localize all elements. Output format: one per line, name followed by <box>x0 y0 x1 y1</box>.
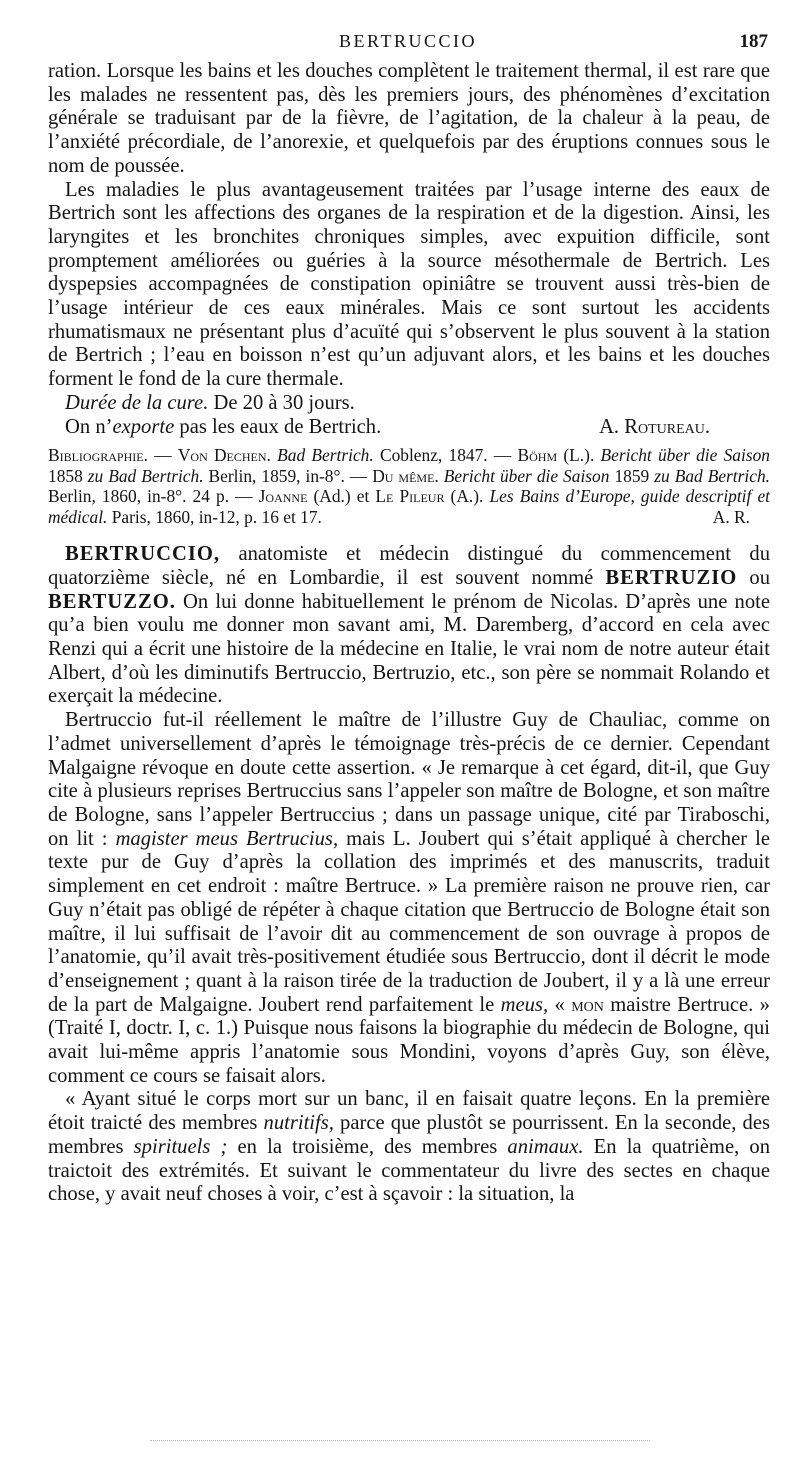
biblio-text: 1858 <box>48 465 88 486</box>
biblio-author: Joanne <box>258 486 308 507</box>
article-bertruccio <box>48 543 770 709</box>
export-post: pas les eaux de Bertrich. <box>174 415 382 438</box>
paragraph-maladies: Les maladies le plus avantageusement traitées par l’usage interne des eaux de Bertrich sont les affections des organes de la respiration et de la digestion. Ainsi, les laryngites et les bronchites chroniques simples, avec expuition difficile, sont promptement améliorées ou guéries à la source mésothermale de Bertrich. Les dyspepsies accompagnées de constipation opiniâtre se trouvent aussi très-bien de l’usage intérieur de ces eaux minérales. Mais ce sont surtout les accidents rhumatismaux ne présentant plus d’acuïté qui s’observent le plus souvent à la station de Bertrich ; l’eau en boisson n’est qu’un adjuvant alors, et les bains et les douches forment le fond de la cure thermale. <box>48 178 770 391</box>
biblio-author: Du même. <box>372 465 439 486</box>
paragraph-lecons <box>48 1088 770 1207</box>
biblio-text: Coblenz, 1847. — <box>373 445 518 466</box>
paragraph-duree <box>48 392 770 416</box>
paragraph-text: « <box>548 993 572 1016</box>
biblio-text: (L.). <box>557 445 601 466</box>
term-spirituels: spirituels ; <box>133 1135 228 1158</box>
export-row <box>48 416 770 440</box>
biblio-work: zu Bad Bertrich. <box>654 465 771 486</box>
export-pre: On n’ <box>65 415 113 438</box>
running-head: BERTRUCCIO <box>339 31 477 51</box>
headword-variant: BERTUZZO. <box>48 590 176 613</box>
term-animaux: animaux. <box>507 1135 584 1158</box>
bibliography <box>48 445 770 527</box>
biblio-work: zu Bad Bertrich. <box>87 465 204 486</box>
biblio-text: — <box>147 445 178 466</box>
biblio-text: Paris, 1860, in-12, p. 16 et 17. <box>107 506 322 527</box>
paragraph-text: Bertruccio fut-il réellement le maître de l’illustre Guy de Chauliac, comme on l’admet universellement d’après le témoignage très-précis de ce dernier. Cependant Malgaigne révoque en doute cette assertion. « Je remarque à cet égard, dit-il, que Guy cite à plusieurs reprises Bertruccius sans l’appeler son maître de Bologne, et son maître de Bologne, sans l’appeler Bertruccius ; dans un passage unique, cité par Tiraboschi, on lit : <box>48 709 770 850</box>
paragraph-text: maistre Bertruce. » (Traité I, doctr. I, c. 1.) Puisque nous faisons la biographie du médecin de Bologne, qui avait lui-même appris l’anatomie sous Mondini, voyons d’après Guy, son élève, comment ce cours se faisait alors. <box>48 993 770 1087</box>
biblio-text: (A.). <box>444 486 490 507</box>
paragraph-text: En la quatrième, on traictoit des extrémités. Et suivant le commentateur du livre des sectes en chaque chose, y avait neuf choses à voir, c’est à sçavoir : la situation, la <box>48 1135 770 1206</box>
article-text: On lui donne habituellement le prénom de Nicolas. D’après une note qu’a bien voulu me donner mon savant ami, M. Daremberg, d’accord en cela avec Renzi qui a écrit une histoire de la médecine en Italie, le vrai nom de notre auteur était Albert, d’où les diminutifs Bertruccio, Bertruzio, etc., son père se nommait Rolando et exerçait la médecine. <box>48 590 770 708</box>
biblio-text: 1859 <box>609 465 655 486</box>
paragraph-guy-de-chauliac <box>48 709 770 1088</box>
duree-text: De 20 à 30 jours. <box>208 391 355 414</box>
article-text: ou <box>737 566 770 589</box>
biblio-text: Berlin, 1860, in-8°. 24 p. — <box>48 486 259 507</box>
paragraph-text: parce que plustôt se pourrissent. En la seconde, des membres <box>48 1112 770 1158</box>
biblio-text: (Ad.) et <box>307 486 376 507</box>
page-number: 187 <box>739 31 768 52</box>
small-caps-word: mon <box>571 993 604 1016</box>
body-text <box>48 60 770 1207</box>
biblio-author: Von Dechen. <box>177 445 271 466</box>
biblio-work: Bad Bertrich. <box>277 445 374 466</box>
page-header <box>48 31 768 57</box>
paragraph-text: « Ayant situé le corps mort sur un banc, il en faisait quatre leçons. En la première étoit traicté des membres <box>48 1088 770 1135</box>
biblio-label: Bibliographie. <box>48 445 148 466</box>
author-signature: A. Rotureau. <box>599 415 710 438</box>
latin-word: meus, <box>500 993 549 1016</box>
biblio-work: Bericht über die Saison <box>600 445 770 466</box>
paragraph-text: mais L. Joubert qui s’était appliqué à chercher le texte pur de Guy d’après la collation des imprimés et des manuscrits, traduit simplement en cet endroit : maître Bertruce. » La première raison ne prouve rien, car Guy n’était pas obligé de répéter à chaque citation que Bertruccio de Bologne était son maître, il lui suffisait de l’avoir dit au commencement de son ouvrage à propos de l’anatomie, qu’il avait très-positivement étudiée sous Bertruccio, dont il décrit le mode d’enseignement ; quant à la raison tirée de la traduction de Joubert, il y a là une erreur de la part de Malgaigne. Joubert rend parfaitement le <box>48 827 770 1016</box>
paragraph-export <box>48 416 381 440</box>
term-nutritifs: nutritifs, <box>263 1112 334 1135</box>
export-em: exporte <box>112 415 175 438</box>
headword-variant: BERTRUZIO <box>605 566 738 589</box>
article-headword: BERTRUCCIO, <box>65 543 221 566</box>
biblio-work: Les Bains d’Europe, guide descriptif et médical. <box>48 486 770 527</box>
footer-rule <box>150 1440 650 1441</box>
article-text: anatomiste et médecin distingué du commencement du quatorzième siècle, né en Lombardie, il est souvent nommé <box>48 543 770 589</box>
paragraph-text: en la troisième, des membres <box>227 1135 508 1158</box>
biblio-work: Bericht über die Saison <box>443 465 610 486</box>
biblio-text: Berlin, 1859, in-8°. — <box>203 465 373 486</box>
paragraph-effects: ration. Lorsque les bains et les douches complètent le traitement thermal, il est rare que les malades ne ressentent pas, dès les premiers jours, des phénomènes d’excitation générale se traduisant par de la fièvre, de l’agitation, de la chaleur à la peau, de l’anxiété précordiale, de l’anorexie, et quelquefois par des éruptions connues sous le nom de poussée. <box>48 60 770 177</box>
biblio-signature: A. R. <box>712 506 750 527</box>
latin-quote: magister meus Bertrucius, <box>115 827 339 850</box>
biblio-author: Böhm <box>517 445 558 466</box>
biblio-author: Le Pileur <box>375 486 445 507</box>
duree-label: Durée de la cure. <box>65 391 209 414</box>
